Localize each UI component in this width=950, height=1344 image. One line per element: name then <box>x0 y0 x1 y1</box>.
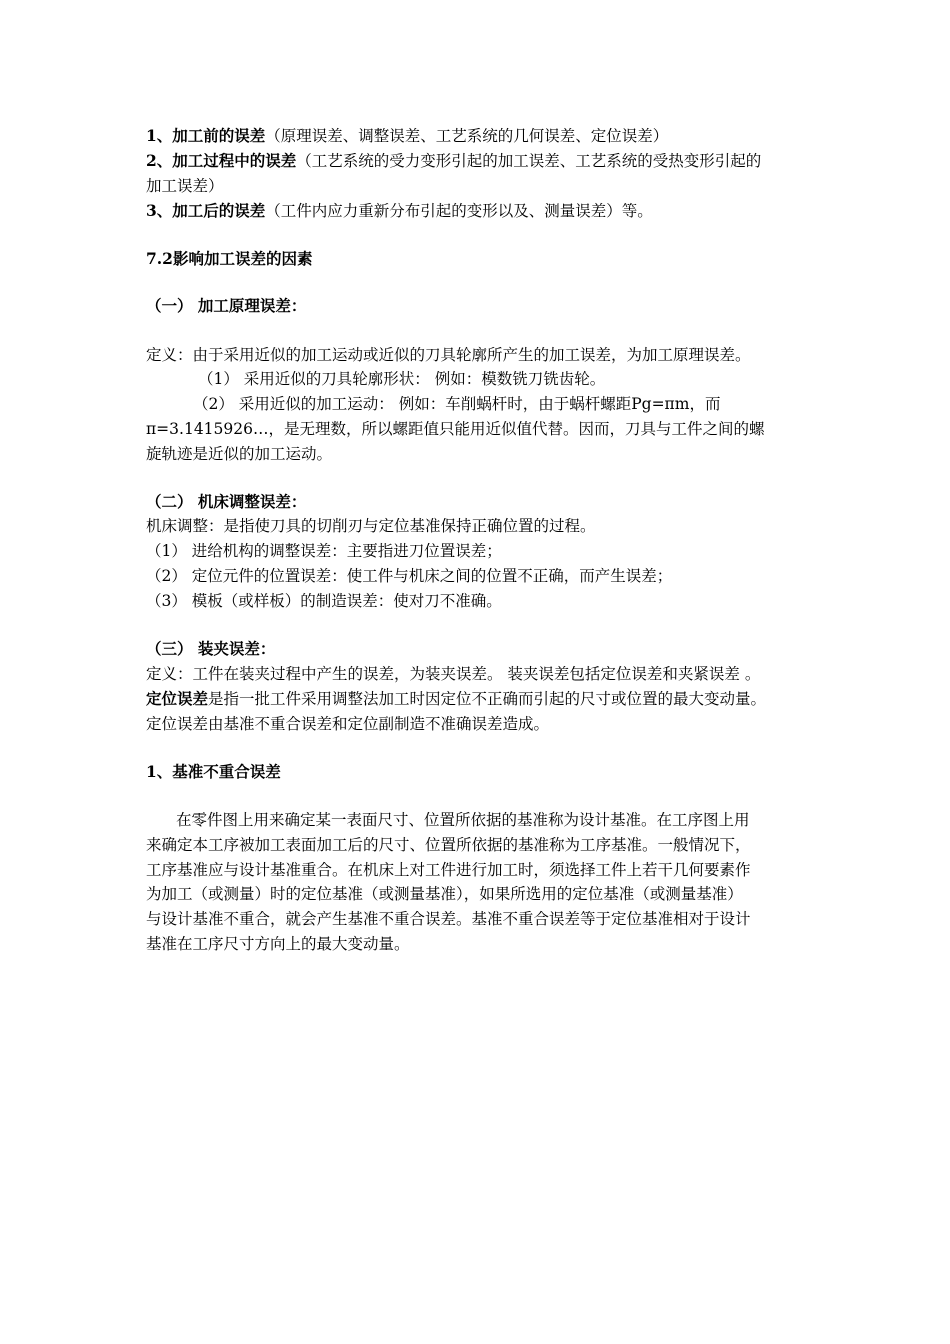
section-4-paragraph-line: 与设计基准不重合，就会产生基准不重合误差。基准不重合误差等于定位基准相对于设计 <box>146 910 751 928</box>
section-2-item-2: （2） 定位元件的位置误差：使工件与机床之间的位置不正确，而产生误差； <box>146 567 673 585</box>
section-4-paragraph-line: 工序基准应与设计基准重合。在机床上对工件进行加工时，须选择工件上若干几何要素作 <box>146 861 751 879</box>
section-1-point-1: （1） 采用近似的刀具轮廓形状： 例如：模数铣刀铣齿轮。 <box>198 370 606 388</box>
section-3-positioning-error <box>146 687 766 711</box>
intro-item-1 <box>146 124 668 148</box>
section-4-heading: 1、基准不重合误差 <box>146 762 281 781</box>
intro-item-2-continuation: 加工误差） <box>146 177 224 195</box>
section-3-definition: 定义：工件在装夹过程中产生的误差，为装夹误差。 装夹误差包括定位误差和夹紧误差 。 <box>146 665 761 683</box>
intro-item-3 <box>146 199 653 223</box>
intro-item-3-text: （工件内应力重新分布引起的变形以及、测量误差）等。 <box>265 202 653 220</box>
section-1-definition: 定义：由于采用近似的加工运动或近似的刀具轮廓所产生的加工误差，为加工原理误差。 <box>146 346 751 364</box>
intro-item-2-text: （工艺系统的受力变形引起的加工误差、工艺系统的受热变形引起的 <box>296 152 762 170</box>
section-2-heading: （二） 机床调整误差： <box>146 492 307 511</box>
section-4-paragraph-line: 为加工（或测量）时的定位基准（或测量基准），如果所选用的定位基准（或测量基准） <box>146 885 743 903</box>
intro-item-2 <box>146 149 761 173</box>
section-4-paragraph-line: 在零件图上用来确定某一表面尺寸、位置所依据的基准称为设计基准。在工序图上用 <box>176 811 750 829</box>
section-2-item-1: （1） 进给机构的调整误差：主要指进刀位置误差； <box>146 542 502 560</box>
positioning-error-term: 定位误差 <box>146 689 209 708</box>
section-1-point-2: （2） 采用近似的加工运动： 例如：车削蜗杆时，由于蜗杆螺距Pg=πm，而 <box>193 395 721 413</box>
section-4-paragraph-line: 基准在工序尺寸方向上的最大变动量。 <box>146 935 410 953</box>
intro-item-1-head: 1、加工前的误差 <box>146 126 266 145</box>
section-1-point-2-line-2: π=3.1415926…，是无理数，所以螺距值只能用近似值代替。因而，刀具与工件之间的螺 <box>146 420 765 438</box>
section-4-paragraph-line: 来确定本工序被加工表面加工后的尺寸、位置所依据的基准称为工序基准。一般情况下， <box>146 836 751 854</box>
section-1-point-2-line-3: 旋轨迹是近似的加工运动。 <box>146 445 333 463</box>
intro-item-3-head: 3、加工后的误差 <box>146 201 266 220</box>
section-1-heading: （一） 加工原理误差： <box>146 296 307 315</box>
section-2-definition: 机床调整：是指使刀具的切削刃与定位基准保持正确位置的过程。 <box>146 517 596 535</box>
intro-item-2-head: 2、加工过程中的误差 <box>146 151 297 170</box>
intro-item-1-text: （原理误差、调整误差、工艺系统的几何误差、定位误差） <box>265 127 669 145</box>
section-2-item-3: （3） 模板（或样板）的制造误差：使对刀不准确。 <box>146 592 502 610</box>
section-3-positioning-error-cont: 定位误差由基准不重合误差和定位副制造不准确误差造成。 <box>146 715 550 733</box>
positioning-error-text: 是指一批工件采用调整法加工时因定位不正确而引起的尺寸或位置的最大变动量。 <box>208 690 767 708</box>
section-3-heading: （三） 装夹误差： <box>146 639 276 658</box>
section-title: 7.2影响加工误差的因素 <box>146 249 313 268</box>
